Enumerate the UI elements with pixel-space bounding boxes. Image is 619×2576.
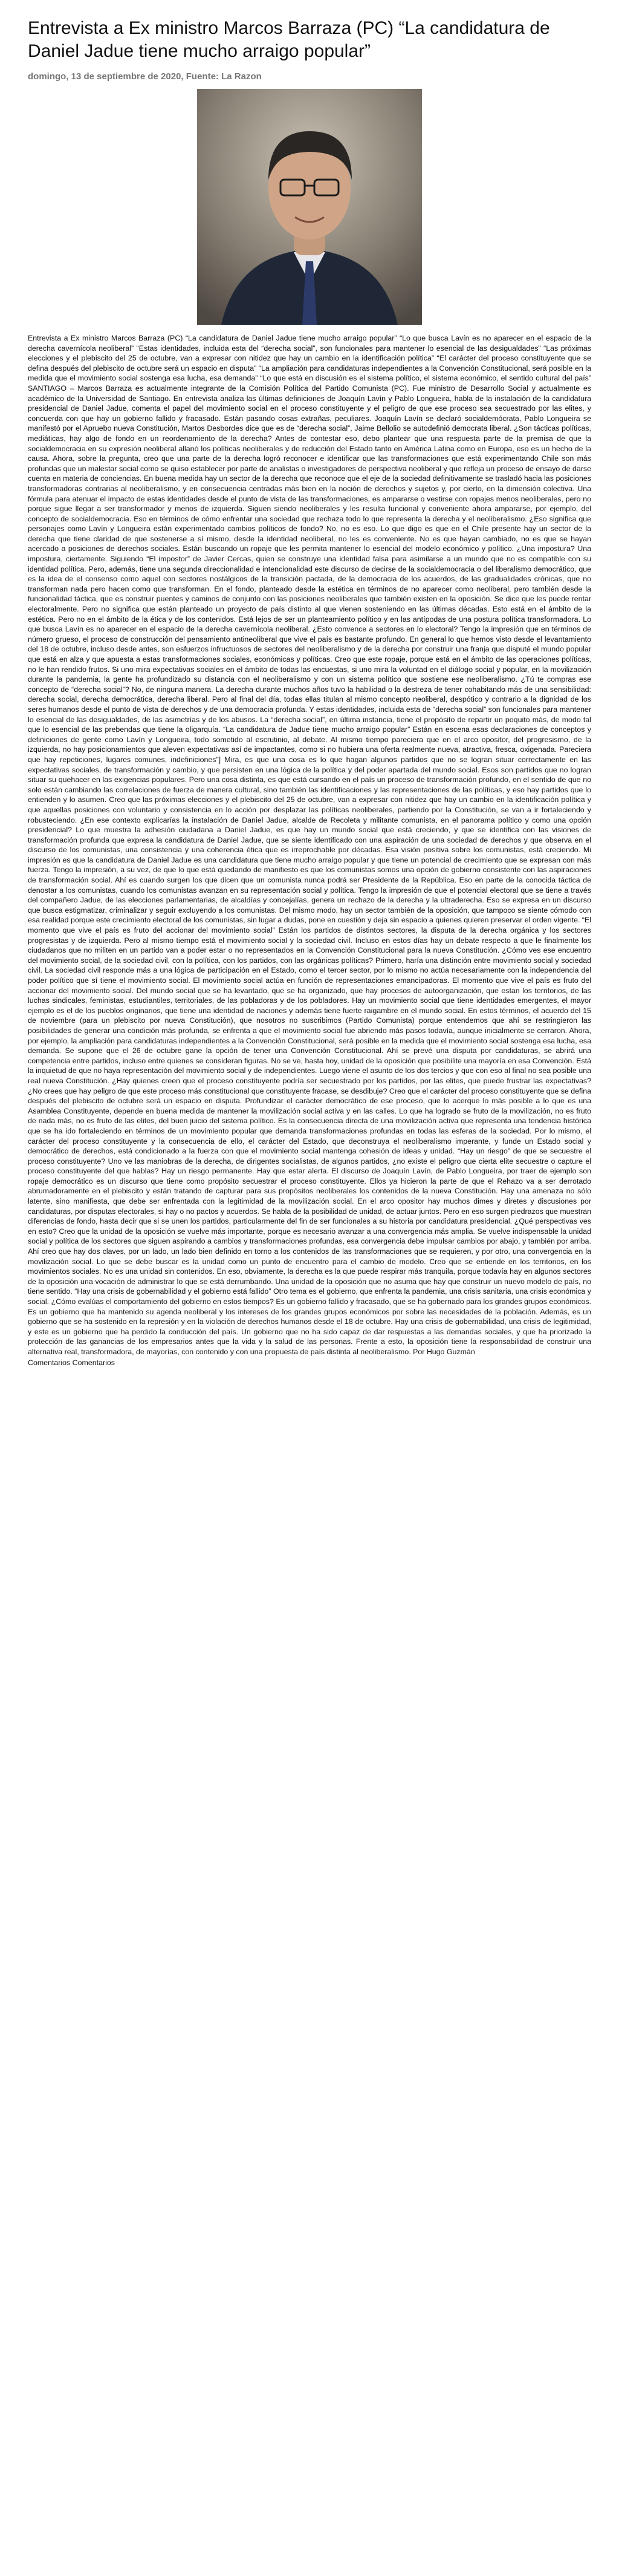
article-title: Entrevista a Ex ministro Marcos Barraza (PC) “La candidatura de Daniel Jadue tiene mucho arraigo popular” <box>28 18 550 61</box>
portrait-photo-icon <box>197 89 422 325</box>
source-label: Fuente: <box>186 71 219 82</box>
comments-link[interactable]: Comentarios Comentarios <box>28 1358 115 1367</box>
article-meta <box>28 71 591 82</box>
article-date: domingo, 13 de septiembre de 2020, <box>28 71 184 82</box>
article-photo-container <box>28 89 591 325</box>
portrait-photo <box>197 89 422 325</box>
article-body: Entrevista a Ex ministro Marcos Barraza (PC) “La candidatura de Daniel Jadue tiene mucho arraigo popular” “Lo que busca Lavín es no aparecer en el espacio de la derecha cavernícola neoliberal” “Estas identidades, incluida esta del “derecha social”, son funcionales para mantener lo esencial de las desigualdades” “Las próximas elecciones y el plebiscito del 25 de octubre, van a expresar con nitidez que hay un cambio en la identificación política” “El carácter del proceso constituyente que se defina después del plebiscito de octubre será un espacio en disputa” “La ampliación para candidaturas independientes a la Convención Constitucional, será posible en la medida que el movimiento social sostenga esa lucha, esa demanda” “Lo que está en discusión es el sistema político, el sistema económico, el sentido cultural del país” SANTIAGO – Marcos Barraza es actualmente integrante de la Comisión Política del Partido Comunista (PC). Fue ministro de Desarrollo Social y actualmente es académico de la Universidad de Santiago. En entrevista analiza las últimas definiciones de Joaquín Lavín y Pablo Longueira, habla de la instalación de la candidatura presidencial de Daniel Jadue, comenta el papel del movimiento social en el proceso constituyente y el peligro de que ese proceso sea secuestrado por las elites, y concuerda con que hay un gobierno fallido y fracasado. Están pasando cosas extrañas, peculiares. Joaquín Lavín se declaró socialdemócrata, Pablo Longueira se manifestó por el Apruebo nueva Constitución, Martos Desbordes dice que es de “derecha social”, Jaime Bellolio se autodefinió democrata liberal. ¿Son tácticas políticas, mediáticas, hay algo de fondo en un reordenamiento de la derecha? Antes de contestar eso, debo plantear que una respuesta parte de la premisa de que la socialdemocracia en su expresión neoliberal allanó los políticas neoliberales y de reducción del Estado tanto en América Latina como en Europa, eso es un hecho de la causa. Ahora, sobre la pregunta, creo que una parte de la derecha logró reconocer e identificar que las transformaciones que está experimentando Chile son más profundas que un malestar social como se quiso establecer por parte de analistas o investigadores de perspectiva neoliberal y que refleja un proceso de ensayo de darse cuenta en materia de conciencias. En buena medida hay un sector de la derecha que reconoce que el eje de la sociedad definitivamente se trasladó hacia las posiciones transformadoras contrarias al neoliberalismo, y en consecuencia centradas más bien en la noción de derechos y sujetos y, por cierto, en la dimensión colectiva. Una fórmula para atenuar el impacto de estas identidades desde el punto de vista de las transformaciones, es ampararse o vestirse con ropajes menos neoliberales, pero no porque sigue llegar a ser transformador y menos de izquierda. Siguen siendo neoliberales y les resulta funcional y conveniente ahora ampararse, por ejemplo, del concepto de socialdemocracia. Eso en términos de cómo enfrentar una sociedad que rechaza todo lo que representa la derecha y el neoliberalismo. ¿Eso significa que personajes como Lavín y Longueira están experimentado cambios políticos de fondo? No, no es eso. Lo que digo es que en el Chile presente hay un sector de la derecha que tiene claridad de que sostenerse a sí mismo, desde la identidad neoliberal, no les es conveniente. No es que hayan cambiado, no es que se hayan acercado a posiciones de derechos sociales. Están buscando un ropaje que les permita mantener lo esencial del modelo económico y político. ¿Una impostura? Una impostura, ciertamente. Siguiendo “El impostor” de Javier Cercas, quien se construye una identidad falsa para asimilarse a un mundo que no es compatible con su identidad política. Pero, además, tiene una segunda direccionalidad e intencionalidad este discurso de decirse de la socialdemocracia o del liberalismo democrático, que es la idea de el consenso como aquel con sectores nostálgicos de la transición pactada, de la democracia de los acuerdos, de las gradualidades crónicas, que no transforman nada pero hacen como que transforman. En el fondo, planteado desde la estética en términos de no aparecer como neoliberal, pero también desde la funcionalidad táctica, que es construir puentes y caminos de conjunto con las posiciones neoliberales que también existen en la oposición. Se dice que les puede rentar electoralmente. Pero no significa que están planteado un proyecto de país distinto al que vienen sosteniendo en las últimas décadas. Esto está en el ámbito de la estética. Pero no en el ámbito de la ética y de los contenidos. Está lejos de ser un planteamiento político y en las antípodas de una postura política transformadora. Lo que busca Lavín es no aparecer en el espacio de la derecha cavernícola neoliberal. ¿Esto convence a sectores en lo electoral? Tengo la impresión que en términos de número grueso, el proceso de construcción del pensamiento antineoliberal que vive el país es bastante profundo. En general lo que hemos visto desde el levantamiento del 18 de octubre, incluso desde antes, son esfuerzos infructuosos de sectores del neoliberalismo y de la derecha por construir una franja que disputé el mundo popular que está en alza y que apuesta a estas transformaciones sociales, económicas y políticas. Creo que este ropaje, porque está en el ámbito de las operaciones políticas, no le han rendido frutos. Si uno mira expectativas sociales en el ámbito de todas las encuestas, si uno mira la voluntad en el diálogo social y popular, en la movilización durante la pandemia, la gente ha profundizado su distancia con el neoliberalismo y con un sistema político que sostiene ese neoliberalismo. ¿Tú te compras ese concepto de “derecha social”? No, de ninguna manera. La derecha durante muchos años tuvo la habilidad o la destreza de tener cohabitando más de una sensibilidad: derecha social, derecha democrática, derecha liberal. Pero al final del día, todas ellas titulan al mismo concepto neoliberal, despótico y contrario a la dignidad de los seres humanos desde el punto de vista de derechos y de una democracia profunda. Y estas identidades, incluida esta de “derecha social” son funcionales para mantener lo esencial de las desigualdades, de las asimetrías y de los abusos. La “derecha social”, en última instancia, tiene el propósito de repartir un poquito más, de modo tal que lo esencial de las prebendas que tiene la oligarquía. “La candidatura de Jadue tiene mucho arraigo popular” Están en escena esas declaraciones de conceptos y definiciones de gente como Lavín y Longueira, todo sometido al escrutinio, al debate. Al mismo tiempo pareciera que en el arco opositor, del progresismo, de la izquierda, no hay posicionamientos que aleven expectativas así de impactantes, como si no hubiera una oferta realmente nueva, atractiva, fresca, oxigenada. Pareciera que hay repeticiones, lugares comunes, indefiniciones”] Mira, es que una cosa es lo que hagan algunos partidos que no se logran situar correctamente en las expectativas sociales, de transformación y cambio, y que persisten en una lógica de la política y del poder apartada del mundo social. Esos son partidos que no logran situar su quehacer en las exigencias populares. Pero una cosa distinta, es que está cursando en el país un proceso de transformación profundo, en el sentido de que no solo están cambiando las correlaciones de fuerza de manera cultural, sino también las identificaciones y las representaciones de las políticas, y eso hay partidos que lo entienden y lo asumen. Creo que las próximas elecciones y el plebiscito del 25 de octubre, van a expresar con nitidez que hay un cambio en la identificación política y que aquellas posiciones con voluntario y consistencia en lo acción por desplazar las políticas neoliberales, partiendo por la Constitución, se van a ir fortaleciendo y robusteciendo. ¿En ese contexto explicarías la instalación de Daniel Jadue, alcalde de Recoleta y militante comunista, en el panorama político y como una opción presidencial? Lo que muestra la adhesión ciudadana a Daniel Jadue, es que hay un mundo social que está creciendo, y que se identifica con las visiones de transformación profunda que expresa la candidatura de Daniel Jadue, que se siente identificado con una aspiración de una sociedad de derechos y que observa en el discurso de los comunistas, una consistencia y una coherencia ética que es irreprochable por décadas. Esa visión positiva sobre los comunistas, está creciendo. Mi impresión es que la candidatura de Daniel Jadue es una candidatura que tiene mucho arraigo popular y que tiene un potencial de crecimiento que se expresan con más fuerza. Tengo la impresión, a su vez, de que lo que está quedando de manifiesto es que los comunistas somos una opción de gobierno consistente con las aspiraciones de transformación social. Ahí es cuando surgen los que dicen que un comunista nunca podrá ser Presidente de la República. Eso en parte de la conocida táctica de denostar a los comunistas, cuando los comunistas avanzan en su representación social y política. Tengo la impresión de que el potencial electoral que se tiene a través del compañero Jadue, de las elecciones parlamentarias, de alcaldías y concejalías, genera un rechazo de la derecha y la ultraderecha. Eso se expresa en un discurso que busca estigmatizar, criminalizar y seguir excluyendo a los comunistas. Del mismo modo, hay un sector también de la oposición, que tampoco se siente cómodo con esa realidad porque este crecimiento electoral de los comunistas, sin lugar a dudas, pone en cuestión y deja sin espacio a quienes quieren preservar el orden vigente. “El momento que vive el país es fruto del accionar del movimiento social” Están los partidos de distintos sectores, la disputa de la derecha orgánica y los sectores progresistas y de izquierda. Pero al mismo tiempo está el movimiento social y la sociedad civil. Incluso en estos días hay un debate respecto a que le finalmente los ciudadanos que no militen en un partido van a poder estar o no representados en la Convención Constitucional para la nueva Constitución. ¿Cómo ves ese encuentro del movimiento social, de la sociedad civil, con la política, con los partidos, con las orgánicas políticas? Primero, haría una distinción entre movimiento social y sociedad civil. La sociedad civil responde más a una lógica de participación en el Estado, como el tercer sector, por lo mismo no actúa necesariamente con la independencia del poder político que sí tiene el movimiento social. El movimiento social actúa en función de representaciones emancipadoras. El momento que vive el país es fruto del accionar del movimiento social. Del mundo social que se ha levantado, que se ha organizado, que hay procesos de autoorganización, que estan los territorios, de las luchas sindicales, feministas, estudiantiles, territoriales, de las pobladoras y de los pobladores. Hay un movimiento social que tiene identidades emergentes, el mayor ejemplo es el de los pueblos originarios, que tiene una identidad de naciones y además tiene fuerte raigambre en el mundo social. En estos términos, el acuerdo del 15 de noviembre (para un plebiscito por nueva Constitución), que nosotros no suscribimos (Partido Comunista) porque entendemos que ahí se restringieron las posibilidades de generar una condición más profunda, se enfrenta a que el movimiento social fue abriendo más pasos todavía, aunque inicialmente se cerraron. Ahora, por ejemplo, la ampliación para candidaturas independientes a la Convención Constitucional, será posible en la medida que el movimiento social sostenga esa lucha, esa demanda. Se supone que el 26 de octubre gane la opción de tener una Convención Constitucional. Ahí se prevé una disputa por candidaturas, se abrirá una competencia entre partidos, incluso entre quienes se consideran figuras. No se ve, hasta hoy, unidad de la oposición que posibilite una mayoría en esa Convención. Está la inquietud de que no haya representación del movimiento social y de independientes. Luego viene el asunto de los dos tercios y que con eso al final no sea posible una real nueva Constitución. ¿Hay quienes creen que el proceso constituyente podría ser secuestrado por los partidos, por las elites, que puede frustrar las expectativas? ¿No crees que hay peligro de que este proceso más constitucional que constituyente fracase, se desdibuje? Creo que el carácter del proceso constituyente que se defina después del plebiscito de octubre será un espacio en disputa. Profundizar el carácter democrático de ese proceso, que lo acerque lo más posible a lo que es una Asamblea Constituyente, depende en buena medida de mantener la movilización social activa y en las calles. Lo que ha logrado se fruto de la movilización, no es fruto de nada más, no es fruto de las elites, del buen juicio del sistema político. Es la consecuencia directa de una movilización activa que representa una tendencia histórica que se ha ido fortaleciendo en términos de un movimiento popular que demanda transformaciones profundas en todas las esferas de la sociedad. Por lo mismo, el carácter del proceso constituyente y la consecuencia de ello, el carácter del Estado, que deconstruya el neoliberalismo imperante, y funde un Estado social y democrático de derechos, está condicionado a la fuerza con que el movimiento social mantenga cohesión de ideas y unidad. “Hay un riesgo” de que se secuestre el proceso constituyente? Uno ve las maniobras de la derecha, de dirigentes socialistas, de algunos partidos, ¿no existe el peligro que cierta elite secuestre o capture el proceso constituyente del que hablas? Hay un riesgo permanente. Hay que estar alerta. El discurso de Joaquín Lavín, de Pablo Longueira, por traer de ejemplo son ropaje democrático es un discurso que tiene como propósito secuestrar el proceso constituyente. Ellos ya hicieron la parte de que el Rehazo va a ser derrotado abrumadoramente en el plebiscito y están tratando de capturar para sus propósitos neoliberales los contenidos de la nueva Constitución. Hay una amenaza no sólo latente, sino manifiesta, que debe ser enfrentada con la legitimidad de la movilización social. En el arco opositor hay muchos dimes y diretes y discusiones por candidaturas, por disputas electorales, si hay o no pactos y acuerdos. Se habla de la posibilidad de unidad, de actuar juntos. Pero en eso surgen piedrazos que muestran diferencias de fondo, hasta decir que si se unen los partidos, particularmente del fin de ser funcionales a su historia por candidatura presidencial. ¿Qué perspectivas ves en esto? Creo que la unidad de la oposición se vuelve más importante, porque es necesario avanzar a una convergencia más amplia. Se vuelve indispensable la unidad social y política de los sectores que siguen aspirando a cambios y transformaciones profundas, esa convergencia debe impulsar cambios por abajo, y también por arriba. Ahí creo que hay dos claves, por un lado, un lado bien definido en torno a los contenidos de las transformaciones que se requieren, y por otro, una convergencia en la movilización social. Lo que se debe buscar es la unidad como un punto de encuentro para el cambio de modelo. Creo que se entiende en los territorios, en los movimientos sociales. No es una unidad sin contenidos. En eso, obviamente, la derecha es la que puede respirar más tranquila, porque todavía hay en algunos sectores de la oposición una vocación de administrar lo que se está derrumbando. Una unidad de la oposición que no asuma que hay que construir un nuevo modelo de país, no tiene sentido. “Hay una crisis de gobernabilidad y el gobierno está fallido” Otro tema es el gobierno, que enfrenta la pandemia, una crisis sanitaria, una crisis económica y social. ¿Cómo evalúas el comportamiento del gobierno en estos tiempos? Es un gobierno fallido y fracasado, que se ha gobernado para los grandes grupos económicos. Es un gobierno que ha mantenido su agenda neoliberal y los intereses de los grandes grupos económicos por sobre las necesidades de la población. Además, es un gobierno que se ha sostenido en la represión y en la violación de derechos humanos desde el 18 de octubre. Hay una crisis de gobernabilidad, una crisis de legitimidad, y este es un gobierno que ha perdido la conducción del país. Un gobierno que no ha sido capaz de dar respuestas a las demandas sociales, y que ha priorizado la protección de las ganancias de los empresarios antes que la vida y la salud de las personas. Frente a esto, la oposición tiene la responsabilidad de construir una alternativa real, transformadora, de mayorías, con contenido y con una propuesta de país distinta al neoliberalismo. Por Hugo Guzmán <box>28 334 591 1356</box>
source-name: La Razon <box>221 71 262 82</box>
